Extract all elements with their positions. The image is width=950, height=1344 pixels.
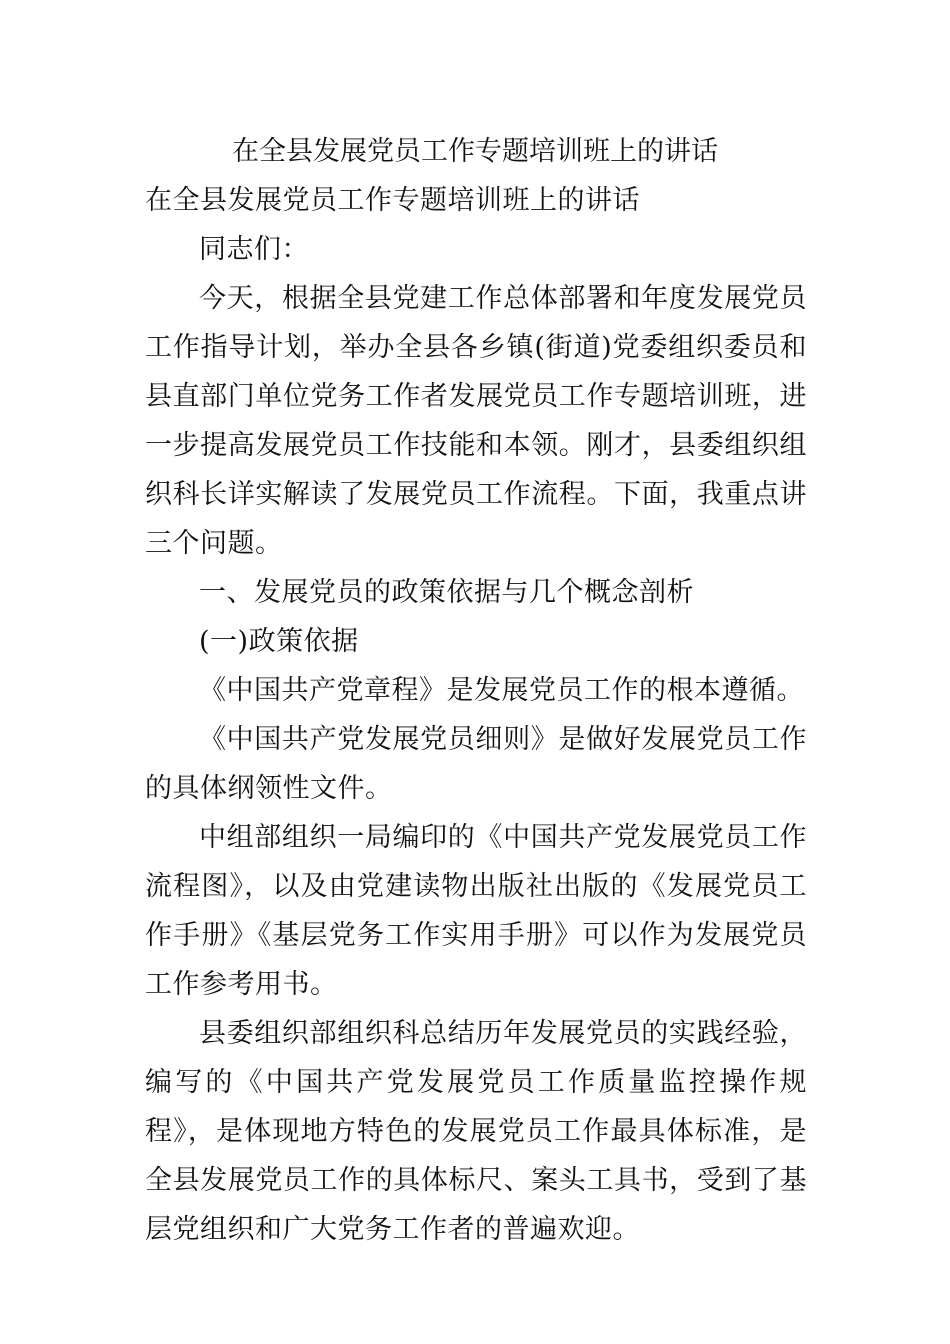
body-paragraph-charter: 《中国共产党章程》是发展党员工作的根本遵循。 [199, 675, 804, 706]
body-paragraph-rules: 《中国共产党发展党员细则》是做好发展党员工作的具体纲领性文件。 [145, 724, 807, 804]
document-subtitle: 在全县发展党员工作专题培训班上的讲话 [145, 185, 640, 216]
body-paragraph-local-standard: 县委组织部组织科总结历年发展党员的实践经验，编写的《中国共产党发展党员工作质量监控操作规程》，是体现地方特色的发展党员工作最具体标准，是全县发展党员工作的具体标尺、案头工具书，受到了基层党组织和广大党务工作者的普遍欢迎。 [145, 1018, 807, 1245]
salutation-paragraph: 同志们： [199, 234, 309, 265]
document-body [145, 225, 807, 1254]
document-title: 在全县发展党员工作专题培训班上的讲话 [232, 136, 718, 167]
section-heading: 一、发展党员的政策依据与几个概念剖析 [199, 577, 694, 608]
body-paragraph-reference-books: 中组部组织一局编印的《中国共产党发展党员工作流程图》，以及由党建读物出版社出版的《发展党员工作手册》《基层党务工作实用手册》可以作为发展党员工作参考用书。 [145, 822, 807, 1000]
intro-paragraph: 今天，根据全县党建工作总体部署和年度发展党员工作指导计划，举办全县各乡镇(街道)党委组织委员和县直部门单位党务工作者发展党员工作专题培训班，进一步提高发展党员工作技能和本领。刚才，县委组织组织科长详实解读了发展党员工作流程。下面，我重点讲三个问题。 [145, 283, 807, 559]
subsection-heading: (一)政策依据 [199, 626, 359, 657]
